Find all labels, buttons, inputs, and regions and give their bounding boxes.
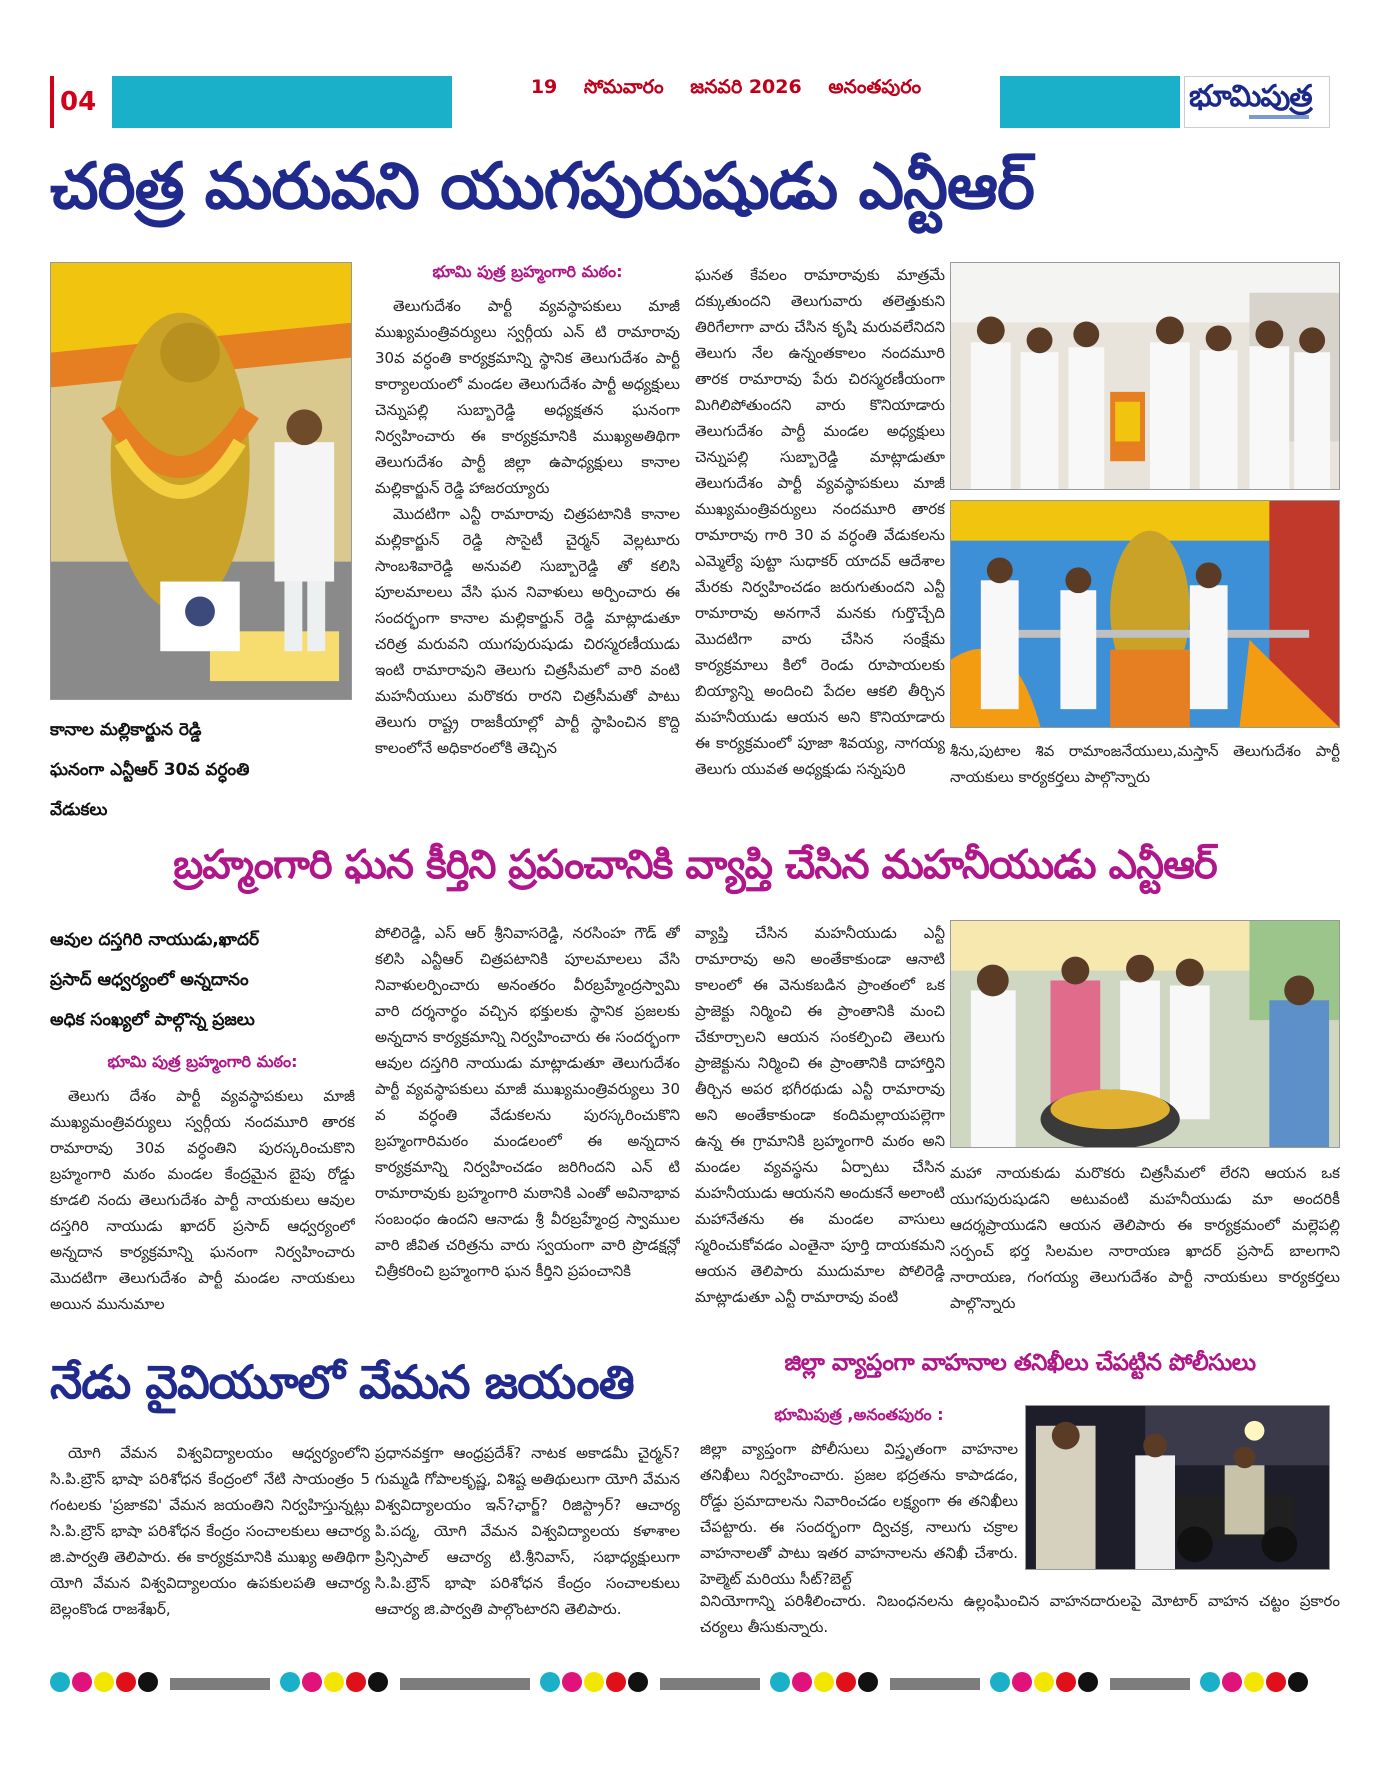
story1-photo-caption: [50, 710, 350, 830]
registration-dot: [50, 1672, 70, 1692]
logo-underline: [1249, 115, 1309, 119]
subhead-line: అధిక సంఖ్యలో పాల్గొన్న ప్రజలు: [50, 1010, 255, 1030]
story2-photo-annadanam: [950, 920, 1340, 1148]
registration-bar: [170, 1678, 270, 1690]
registration-dot: [1288, 1672, 1308, 1692]
story3-paragraph: యోగి వేమన విశ్వవిద్యాలయం ఆధ్వర్యంలోని సి.పి.బ్రౌన్ భాషా పరిశోధన కేంద్రంలో నేటి సాయంత్రం 5 గంటలకు 'ప్రజాకవి' వేమన జయంతిని నిర్వహిస్తున్నట్లు సి.పి.బ్రౌన్ భాషా పరిశోధన కేంద్రం సంచాలకులు ఆచార్య జి.పార్వతి తెలిపారు. ఈ కార్యక్రమానికి ముఖ్య అతిథిగా యోగి వేమన విశ్వవిద్యాలయం ఉపకులపతి ఆచార్య బెల్లంకొండ రాజశేఖర్,: [50, 1444, 370, 1618]
registration-dot: [346, 1672, 366, 1692]
registration-dot: [792, 1672, 812, 1692]
story2-paragraph: పోలిరెడ్డి, ఎస్ ఆర్ శ్రీనివాసరెడ్డి, నరసింహ గౌడ్ తో కలిసి ఎన్టీఆర్ చిత్రపటానికి పూలమాలలు వేసి నివాళులర్పించారు అనంతరం వీరబ్రహ్మేంద్రస్వామి వారి దర్శనార్థం వచ్చిన భక్తులకు స్థానిక ప్రజలకు అన్నదాన కార్యక్రమాన్ని నిర్వహించారు ఈ సందర్భంగా ఆవుల దస్తగిరి నాయుడు మాట్లాడుతూ తెలుగుదేశం పార్టీ వ్యవస్థాపకులు మాజీ ముఖ్యమంత్రివర్యులు 30 వ వర్ధంతి వేడుకలను పురస్కరించుకొని బ్రహ్మంగారిమఠం మండలంలో ఈ అన్నదాన కార్యక్రమాన్ని నిర్వహించడం జరిగిందని ఎన్ టి రామారావుకు బ్రహ్మంగారి మఠానికి ఎంతో అవినాభావ సంబంధం ఉందని ఆనాడు శ్రీ వీరబ్రహ్మేంద్ర స్వాముల వారి జీవిత చరిత్రను వారు స్వయంగా వారి ప్రొడక్షన్లో చిత్రీకరించి బ్రహ్మంగారి ఘన కీర్తిని ప్రపంచానికి: [375, 924, 680, 1280]
registration-bar: [400, 1678, 530, 1690]
registration-dot: [606, 1672, 626, 1692]
masthead-cyan-block-right: [1000, 76, 1180, 128]
story1-photo-group: [950, 262, 1340, 490]
registration-dot: [1056, 1672, 1076, 1692]
story1-column-3: [950, 738, 1340, 828]
story4-paragraph: జిల్లా వ్యాప్తంగా పోలీసులు విస్తృతంగా వాహనాల తనిఖీలు నిర్వహించారు. ప్రజల భద్రతను కాపాడడం, రోడ్డు ప్రమాదాలను నివారించడం లక్ష్యంగా ఈ తనిఖీలు చేపట్టారు. ఈ సందర్భంగా ద్విచక్ర, నాలుగు చక్రాల వాహనాలతో పాటు ఇతర వాహనాలను తనిఖీ చేశారు. హెల్మెట్ మరియు సీట్?బెల్ట్: [700, 1440, 1018, 1588]
registration-dot: [562, 1672, 582, 1692]
story2-dateline: భూమి పుత్ర బ్రహ్మంగారి మఠం:: [107, 1052, 298, 1071]
registration-dot: [990, 1672, 1010, 1692]
caption-line: వేడుకలు: [50, 800, 108, 820]
story3-column-2: [375, 1440, 680, 1640]
newspaper-logo: [1184, 76, 1330, 128]
registration-dot: [770, 1672, 790, 1692]
story2-column-3: [695, 920, 945, 1338]
masthead-edition: అనంతపురం: [828, 76, 922, 98]
story2-paragraph: వ్యాప్తి చేసిన మహనీయుడు ఎన్టీ రామారావు అని అంతేకాకుండా ఆనాటి కాలంలో ఈ వెనుకబడిన ప్రాంతంలో ఒక ప్రాజెక్టు నిర్మించి ఈ ప్రాంతానికి మంచి చేకూర్చాలని ఆయన సంకల్పించి తెలుగు ప్రాజెక్టును నిర్మించి ఈ ప్రాంతానికి దాహార్తిని తీర్చిన అపర భగీరథుడు ఎన్టీ రామారావు అని అంతేకాకుండా కందిమల్లాయపల్లెగా ఉన్న ఈ గ్రామానికి బ్రహ్మంగారి మఠం అని మండల వ్యవస్థను ఏర్పాటు చేసిన మహనీయుడు ఆయనని అందుకనే అలాంటి మహానేతను ఈ మండల వాసులు స్మరించుకోవడం ఎంతైనా పూర్తి దాయకమని ఆయన తెలిపారు ముదుమాల పోలిరెడ్డి మాట్లాడుతూ ఎన్టీ రామారావు వంటి: [695, 924, 945, 1306]
story2-paragraph: తెలుగు దేశం పార్టీ వ్యవస్థాపకులు మాజీ ముఖ్యమంత్రివర్యులు స్వర్గీయ నందమూరి తారక రామారావు 30వ వర్ధంతిని పురస్కరించుకొని బ్రహ్మంగారి మఠం మండల కేంద్రమైన బైపు రోడ్డు కూడలి నందు తెలుగుదేశం పార్టీ నాయకులు ఆవుల దస్తగిరి నాయుడు ఖాదర్ ప్రసాద్ ఆధ్వర్యంలో అన్నదాన కార్యక్రమాన్ని ఘనంగా నిర్వహించారు మొదటిగా తెలుగుదేశం పార్టీ మండల నాయకులు అయిన మునుమాల: [50, 1087, 355, 1313]
story4-photo-police-check: [1025, 1405, 1330, 1570]
story3-headline: నేడు వైవియూలో వేమన జయంతి: [50, 1355, 634, 1409]
registration-dot: [1012, 1672, 1032, 1692]
masthead-month-year: జనవరి 2026: [690, 76, 802, 98]
registration-dot: [72, 1672, 92, 1692]
masthead-dateline: [452, 76, 1000, 128]
registration-dot: [302, 1672, 322, 1692]
story2-column-4: [950, 1160, 1340, 1338]
registration-dot: [1078, 1672, 1098, 1692]
page-number: 04: [50, 76, 108, 128]
print-registration-strip: [50, 1670, 1340, 1694]
caption-line: కానాల మల్లికార్జున రెడ్డి: [50, 720, 202, 740]
story1-paragraph: ఘనత కేవలం రామారావుకు మాత్రమే దక్కుతుందని తెలుగువారు తలెత్తుకుని తిరిగేలాగా వారు చేసిన కృషి మరువలేనిదని తెలుగు నేల ఉన్నంతకాలం నందమూరి తారక రామారావు పేరు చిరస్మరణీయంగా మిగిలిపోతుందని వారు కొనియాడారు తెలుగుదేశం పార్టీ మండల అధ్యక్షులు చెన్నుపల్లి సుబ్బారెడ్డి మాట్లాడుతూ తెలుగుదేశం పార్టీ వ్యవస్థాపకులు మాజీ ముఖ్యమంత్రివర్యులు నందమూరి తారక రామారావు గారి 30 వ వర్ధంతి వేడుకలను ఎమ్మెల్యే పుట్టా సుధాకర్ యాదవ్ ఆదేశాల మేరకు నిర్వహించడం జరుగుతుందని ఎన్టీ రామారావు అనగానే మనకు గుర్తొచ్చేది మొదటిగా వారు చేసిన సంక్షేమ కార్యక్రమాలు కిలో రెండు రూపాయలకు బియ్యాన్ని అందించి పేదల ఆకలి తీర్చిన మహనీయుడు ఆయన అని కొనియాడారు ఈ కార్యక్రమంలో పూజా శివయ్య, నాగయ్య తెలుగు యువత అధ్యక్షుడు సన్నపురి: [695, 266, 945, 778]
story1-paragraph: మొదటిగా ఎన్టీ రామారావు చిత్రపటానికి కానాల మల్లికార్జున్ రెడ్డి సొసైటీ చైర్మన్ వెల్లటూరు సాంబశివారెడ్డి అనువలి సుబ్బారెడ్డి తో కలిసి పూలమాలలు వేసి ఘన నివాళులు అర్పించారు ఈ సందర్భంగా కానాల మల్లికార్జున్ రెడ్డి మాట్లాడుతూ చరిత్ర మరువని యుగపురుషుడు చిరస్మరణీయుడు ఇంటి రామారావుని తెలుగు చిత్రసీమలో వారి వంటి మహనీయులు మరొకరు రారని చిత్రసీమతో పాటు తెలుగు రాష్ట్ర రాజకీయాల్లో పార్టీ స్థాపించిన కొద్ది కాలంలోనే అధికారంలోకి తెచ్చిన: [375, 505, 680, 757]
registration-dot: [324, 1672, 344, 1692]
registration-dot: [584, 1672, 604, 1692]
story1-headline: చరిత్ర మరువని యుగపురుషుడు ఎన్టీఆర్: [50, 150, 1034, 224]
registration-dot: [836, 1672, 856, 1692]
registration-dot: [368, 1672, 388, 1692]
caption-line: ఘనంగా ఎన్టీఆర్ 30వ వర్ధంతి: [50, 760, 250, 780]
story4-paragraph: వినియోగాన్ని పరిశీలించారు. నిబంధనలను ఉల్లంఘించిన వాహనదారులపై మోటార్ వాహన చట్టం ప్రకారం చర్యలు తీసుకున్నారు.: [700, 1592, 1340, 1636]
registration-bar: [660, 1678, 760, 1690]
registration-dot: [116, 1672, 136, 1692]
registration-dot: [1244, 1672, 1264, 1692]
registration-dot: [1266, 1672, 1286, 1692]
registration-dot: [1222, 1672, 1242, 1692]
story1-photo-tribute: [950, 500, 1340, 728]
story2-column-1: [50, 1052, 355, 1337]
masthead-cyan-block-left: [112, 76, 452, 128]
registration-bar: [890, 1678, 980, 1690]
registration-dot: [94, 1672, 114, 1692]
registration-dot: [858, 1672, 878, 1692]
story3-column-1: [50, 1440, 370, 1640]
story4-dateline: భూమిపుత్ర ,అనంతపురం :: [774, 1405, 944, 1424]
story1-paragraph: తెలుగుదేశం పార్టీ వ్యవస్థాపకులు మాజీ ముఖ్యమంత్రివర్యులు స్వర్గీయ ఎన్ టి రామారావు 30వ వర్ధంతి కార్యక్రమాన్ని స్థానిక తెలుగుదేశం పార్టీ కార్యాలయంలో మండల తెలుగుదేశం పార్టీ అధ్యక్షులు చెన్నుపల్లి సుబ్బారెడ్డి అధ్యక్షతన ఘనంగా నిర్వహించారు ఈ కార్యక్రమానికి ముఖ్యఅతిథిగా తెలుగుదేశం పార్టీ జిల్లా ఉపాధ్యక్షులు కానాల మల్లికార్జున్ రెడ్డి హాజరయ్యారు: [375, 297, 680, 497]
story4-column-2: [700, 1588, 1340, 1648]
story1-column-1: [375, 262, 680, 832]
subhead-line: ఆవుల దస్తగిరి నాయుడు,ఖాదర్: [50, 930, 260, 950]
story1-dateline: భూమి పుత్ర బ్రహ్మంగారి మఠం:: [432, 262, 623, 281]
registration-dot: [1034, 1672, 1054, 1692]
story2-column-2: [375, 920, 680, 1338]
subhead-line: ప్రసాద్ ఆధ్వర్యంలో అన్నదానం: [50, 970, 249, 990]
masthead-weekday: సోమవారం: [583, 76, 664, 98]
registration-dot: [138, 1672, 158, 1692]
story1-column-2: [695, 262, 945, 832]
story3-paragraph: ప్రధానవక్తగా ఆంధ్రప్రదేశ్? నాటక అకాడమీ చైర్మన్? గుమ్మడి గోపాలకృష్ణ, విశిష్ట అతిథులుగా యోగి వేమన విశ్వవిద్యాలయం ఇన్?ఛార్జ్? రిజిస్ట్రార్? ఆచార్య పి.పద్మ, యోగి వేమన విశ్వవిద్యాలయ కళాశాల ప్రిన్సిపాల్ ఆచార్య టి.శ్రీనివాస్, సభాధ్యక్షులుగా సి.పి.బ్రౌన్ భాషా పరిశోధన కేంద్రం సంచాలకులు ఆచార్య జి.పార్వతి పాల్గొంటారని తెలిపారు.: [375, 1444, 680, 1618]
story4-headline: జిల్లా వ్యాప్తంగా వాహనాల తనిఖీలు చేపట్టిన పోలీసులు: [784, 1350, 1256, 1376]
story2-headline: బ్రహ్మంగారి ఘన కీర్తిని ప్రపంచానికి వ్యాప్తి చేసిన మహనీయుడు ఎన్టీఆర్: [173, 842, 1217, 888]
masthead-bar: [50, 76, 1330, 128]
story2-paragraph: మహా నాయకుడు మరొకరు చిత్రసీమలో లేరని ఆయన ఒక యుగపురుషుడని అటువంటి మహనీయుడు మా అందరికీ ఆదర్శప్రాయుడని ఆయన తెలిపారు ఈ కార్యక్రమంలో మల్లెపల్లి సర్పంచ్ భర్త సిలమల నారాయణ ఖాదర్ ప్రసాద్ బాలగాని నారాయణ, గంగయ్య తెలుగుదేశం పార్టీ నాయకులు కార్యకర్తలు పాల్గొన్నారు: [950, 1164, 1340, 1312]
story1-paragraph: శీను,పుటాల శివ రామాంజనేయులు,మస్తాన్ తెలుగుదేశం పార్టీ నాయకులు కార్యకర్తలు పాల్గొన్నారు: [950, 742, 1340, 786]
registration-bar: [1110, 1678, 1190, 1690]
registration-dot: [540, 1672, 560, 1692]
registration-dot: [1200, 1672, 1220, 1692]
registration-dot: [628, 1672, 648, 1692]
story2-subheads: [50, 920, 370, 1040]
masthead-day: 19: [530, 76, 558, 98]
story1-photo-statue: [50, 262, 352, 700]
registration-dot: [280, 1672, 300, 1692]
logo-text: భూమిపుత్ర: [1189, 79, 1312, 114]
registration-dot: [814, 1672, 834, 1692]
